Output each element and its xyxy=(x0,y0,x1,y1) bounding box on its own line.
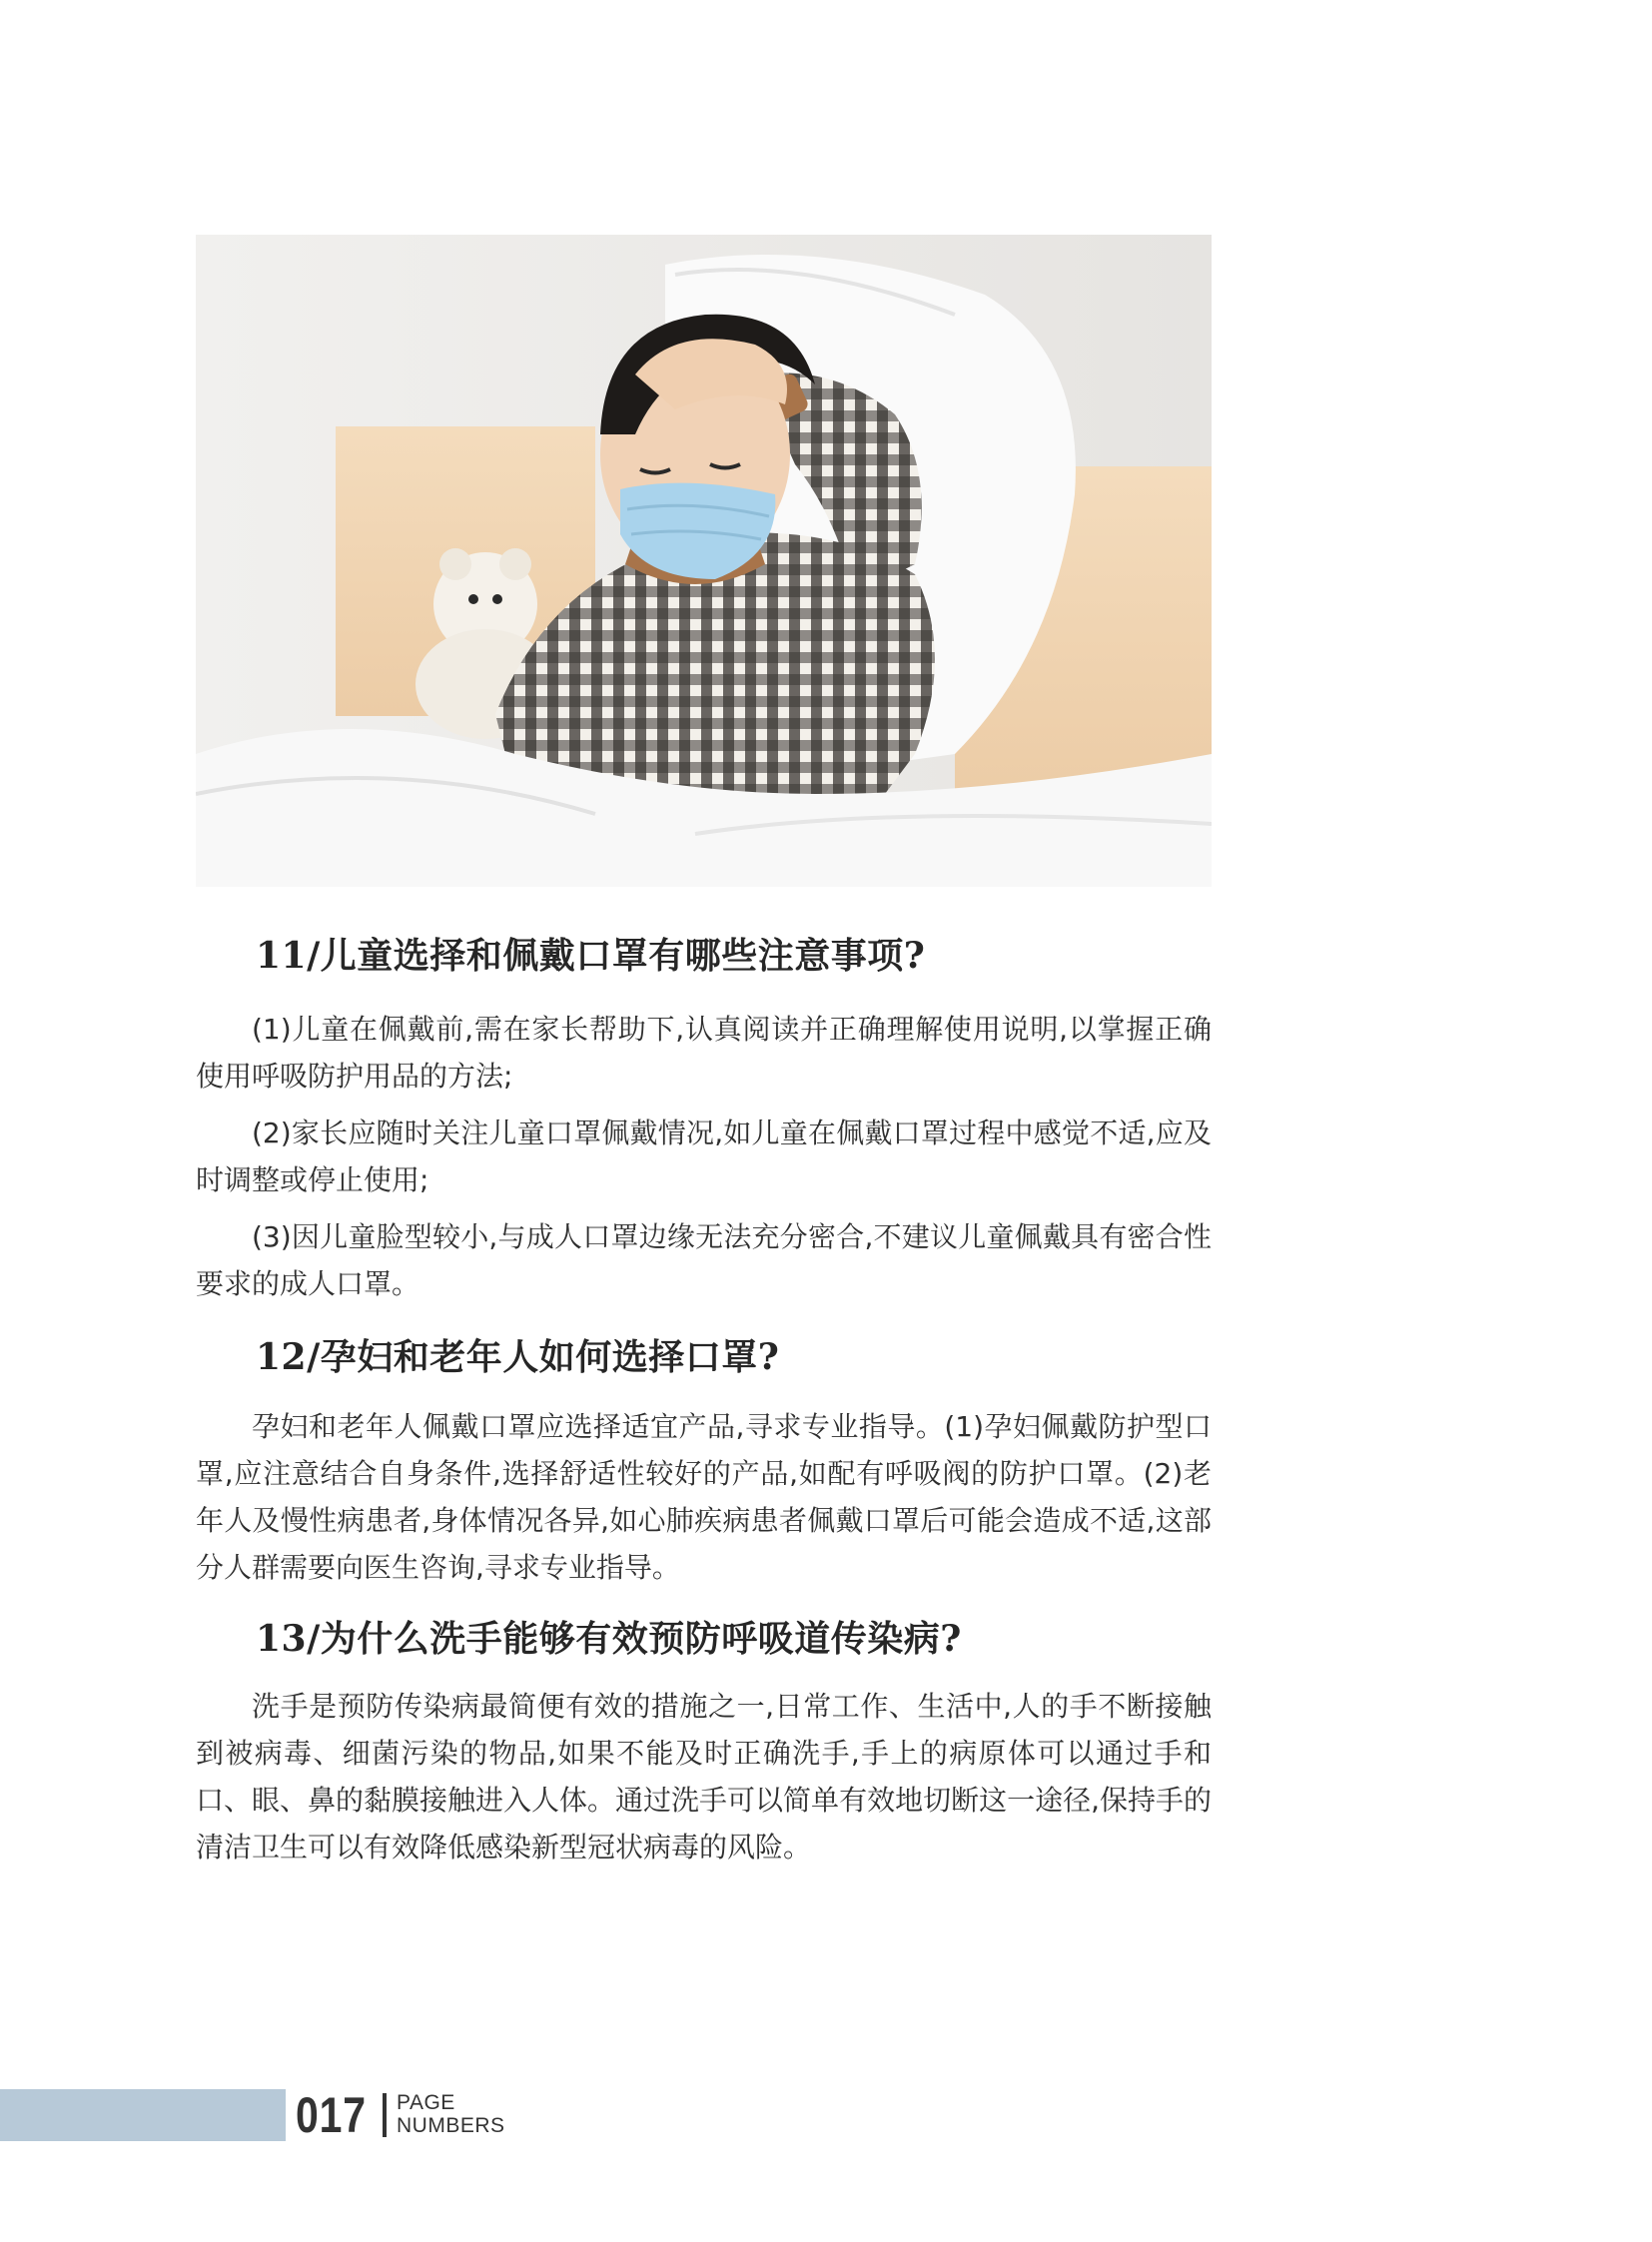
page-number-bar xyxy=(0,2089,286,2141)
page-caption-line-2: NUMBERS xyxy=(397,2114,505,2137)
section-12-title: 12/孕妇和老年人如何选择口罩? xyxy=(256,1336,780,1378)
section-11-paragraph-1: (1)儿童在佩戴前,需在家长帮助下,认真阅读并正确理解使用说明,以掌握正确使用呼吸防护用品的方法; xyxy=(196,1013,1212,1093)
page-number-divider xyxy=(383,2093,387,2137)
page-caption-line-1: PAGE xyxy=(397,2091,455,2114)
photo-illustration xyxy=(196,235,1212,887)
section-13-title: 13/为什么洗手能够有效预防呼吸道传染病? xyxy=(256,1618,962,1660)
section-12-paragraph-1: 孕妇和老年人佩戴口罩应选择适宜产品,寻求专业指导。(1)孕妇佩戴防护型口罩,应注意结合自身条件,选择舒适性较好的产品,如配有呼吸阀的防护口罩。(2)老年人及慢性病患者,身体情况各异,如心肺疾病患者佩戴口罩后可能会造成不适,这部分人群需要向医生咨询,寻求专业指导。 xyxy=(196,1410,1212,1584)
section-13-paragraph-1: 洗手是预防传染病最简便有效的措施之一,日常工作、生活中,人的手不断接触到被病毒、细菌污染的物品,如果不能及时正确洗手,手上的病原体可以通过手和口、眼、鼻的黏膜接触进入人体。通过洗手可以简单有效地切断这一途径,保持手的清洁卫生可以有效降低感染新型冠状病毒的风险。 xyxy=(196,1690,1212,1864)
article-content xyxy=(196,924,1212,1870)
section-11-paragraph-3: (3)因儿童脸型较小,与成人口罩边缘无法充分密合,不建议儿童佩戴具有密合性要求的成人口罩。 xyxy=(196,1220,1212,1300)
section-11-title: 11/儿童选择和佩戴口罩有哪些注意事项? xyxy=(256,935,926,977)
page-number-caption xyxy=(397,2091,505,2137)
section-11-paragraph-2: (2)家长应随时关注儿童口罩佩戴情况,如儿童在佩戴口罩过程中感觉不适,应及时调整或停止使用; xyxy=(196,1117,1212,1196)
sick-child-photo xyxy=(196,235,1212,887)
page-number: 017 xyxy=(296,2087,367,2143)
